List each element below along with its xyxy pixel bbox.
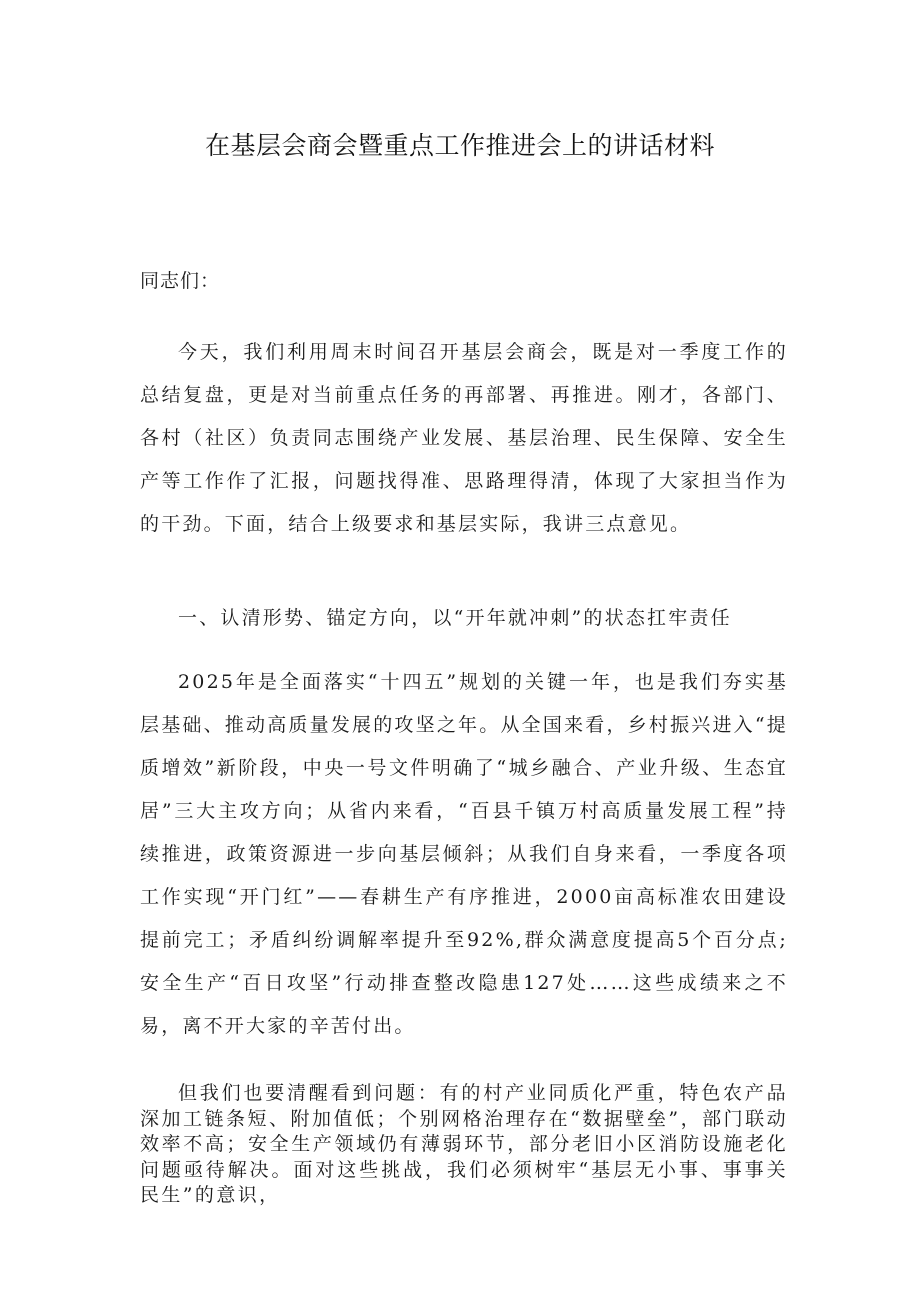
paragraph-problems: 但我们也要清醒看到问题：有的村产业同质化严重，特色农产品深加工链条短、附加值低；个别网格治理存在“数据壁垒”，部门联动效率不高；安全生产领域仍有薄弱环节，部分老旧小区消防设施老化问题亟待解决。面对这些挑战，我们必须树牢“基层无小事、事事关民生”的意识，	[140, 1082, 788, 1206]
paragraph-situation: 2025年是全面落实“十四五”规划的关键一年，也是我们夯实基层基础、推动高质量发展的攻坚之年。从全国来看，乡村振兴进入“提质增效”新阶段，中央一号文件明确了“城乡融合、产业升级、生态宜居”三大主攻方向；从省内来看，“百县千镇万村高质量发展工程”持续推进，政策资源进一步向基层倾斜；从我们自身来看，一季度各项工作实现“开门红”——春耕生产有序推进，2000亩高标准农田建设提前完工；矛盾纠纷调解率提升至92%,群众满意度提高5个百分点;安全生产“百日攻坚”行动排查整改隐患127处……这些成绩来之不易，离不开大家的辛苦付出。	[140, 671, 788, 1037]
paragraph-opening: 今天，我们利用周末时间召开基层会商会，既是对一季度工作的总结复盘，更是对当前重点任务的再部署、再推进。刚才，各部门、各村（社区）负责同志围绕产业发展、基层治理、民生保障、安全生产等工作作了汇报，问题找得准、思路理得清，体现了大家担当作为的干劲。下面，结合上级要求和基层实际，我讲三点意见。	[140, 341, 788, 535]
section-heading-1: 一、认清形势、锚定方向，以“开年就冲刺”的状态扛牢责任	[178, 607, 732, 629]
document-title: 在基层会商会暨重点工作推进会上的讲话材料	[204, 131, 715, 160]
salutation: 同志们：	[140, 270, 221, 292]
